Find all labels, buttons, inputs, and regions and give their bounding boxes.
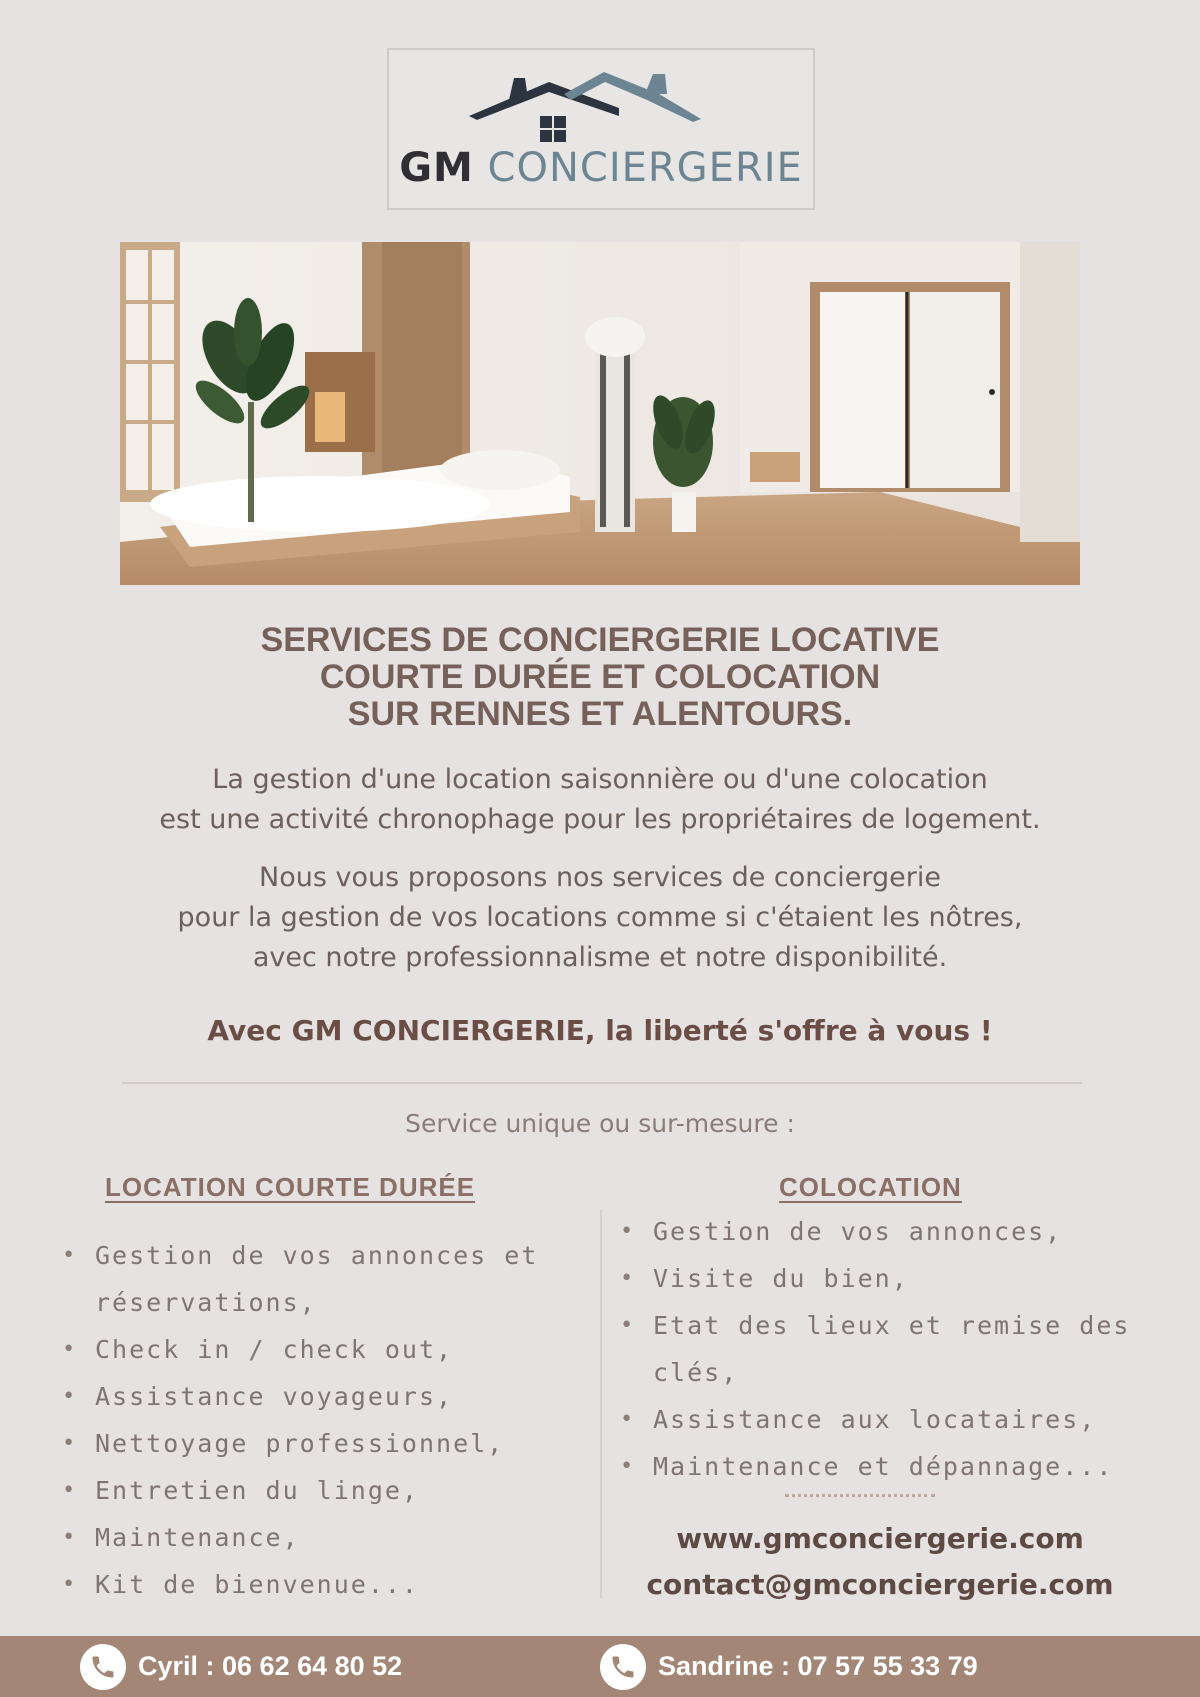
headline-line-3: SUR RENNES ET ALENTOURS. <box>347 695 853 733</box>
phone-number: Sandrine : 07 57 55 33 79 <box>658 1651 978 1681</box>
logo-wordmark <box>389 145 813 191</box>
list-item: • Kit de bienvenue... <box>62 1561 582 1608</box>
service-label: Service unique ou sur-mesure : <box>405 1109 795 1138</box>
list-item: • Gestion de vos annonces, <box>620 1208 1160 1255</box>
list-item: • Entretien du linge, <box>62 1467 582 1514</box>
headline-line-1: SERVICES DE CONCIERGERIE LOCATIVE <box>260 621 940 659</box>
phone-number: Cyril : 06 62 64 80 52 <box>138 1651 403 1681</box>
logo-prefix: GM <box>399 145 474 191</box>
list-item: • Assistance voyageurs, <box>62 1373 582 1420</box>
list-item: • Visite du bien, <box>620 1255 1160 1302</box>
house-roof-logo-icon <box>469 64 737 144</box>
phone-icon <box>80 1644 126 1690</box>
headline-line-2: COURTE DURÉE ET COLOCATION <box>319 658 881 696</box>
bedroom-interior-photo <box>120 242 1080 585</box>
list-item: • Maintenance, <box>62 1514 582 1561</box>
list-item: • Maintenance et dépannage... <box>620 1443 1160 1490</box>
intro-paragraph-1 <box>40 760 1160 840</box>
dotted-separator <box>785 1494 935 1500</box>
logo-name: CONCIERGERIE <box>487 145 803 191</box>
email-link[interactable]: contact@gmconciergerie.com <box>646 1568 1114 1601</box>
logo <box>387 48 815 210</box>
colocation-services-list <box>620 1208 1160 1490</box>
intro-p2-line-1: Nous vous proposons nos services de conciergerie <box>259 862 941 893</box>
website-link[interactable]: www.gmconciergerie.com <box>676 1522 1084 1555</box>
column-title-location: LOCATION COURTE DURÉE <box>105 1172 476 1202</box>
list-item: • Etat des lieux et remise des clés, <box>620 1302 1160 1396</box>
column-title-colocation: COLOCATION <box>779 1172 962 1202</box>
list-item: • Nettoyage professionnel, <box>62 1420 582 1467</box>
divider <box>122 1082 1082 1084</box>
hero-image <box>120 242 1080 585</box>
intro-p2-line-2: pour la gestion de vos locations comme si c'étaient les nôtres, <box>177 902 1023 933</box>
location-services-list <box>62 1232 582 1608</box>
phone-contact-sandrine[interactable] <box>600 1636 978 1697</box>
list-item: • Gestion de vos annonces et réservations, <box>62 1232 582 1326</box>
footer-bar <box>0 1636 1200 1697</box>
tagline: Avec GM CONCIERGERIE, la liberté s'offre à vous ! <box>207 1014 993 1047</box>
list-item: • Check in / check out, <box>62 1326 582 1373</box>
intro-paragraph-2 <box>40 858 1160 978</box>
list-item: • Assistance aux locataires, <box>620 1396 1160 1443</box>
intro-p1-line-2: est une activité chronophage pour les propriétaires de logement. <box>159 804 1041 835</box>
intro-p2-line-3: avec notre professionnalisme et notre disponibilité. <box>252 942 948 973</box>
phone-contact-cyril[interactable] <box>80 1636 402 1697</box>
headline <box>100 622 1100 733</box>
intro-p1-line-1: La gestion d'une location saisonnière ou d'une colocation <box>212 764 988 795</box>
phone-icon <box>600 1644 646 1690</box>
